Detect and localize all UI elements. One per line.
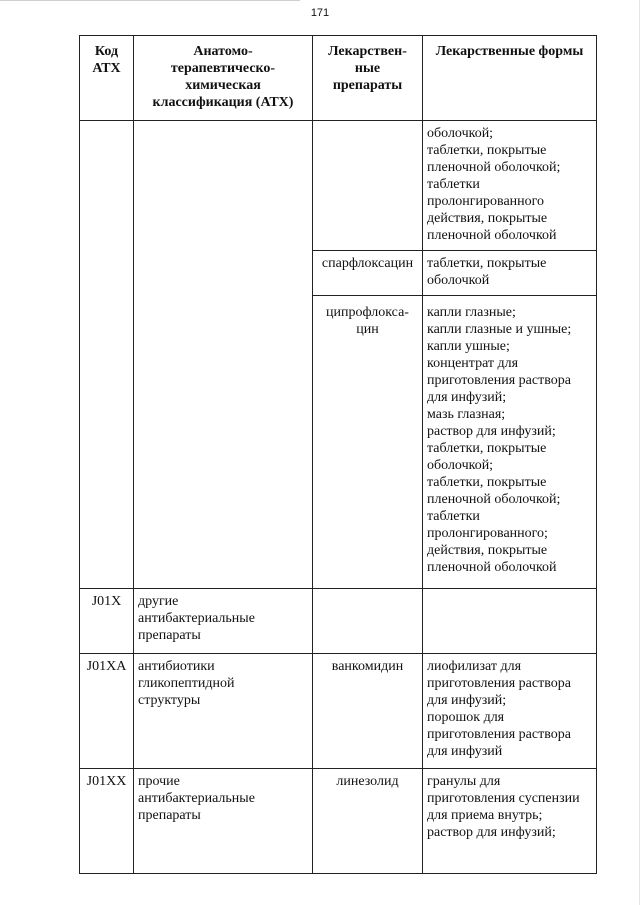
- cell-classification: антибиотики гликопептидной структуры: [134, 654, 313, 769]
- header-drugs: Лекарствен- ные препараты: [313, 36, 423, 121]
- table-row: [80, 769, 597, 874]
- cell-drug: [313, 121, 423, 251]
- header-code: Код АТХ: [80, 36, 134, 121]
- cell-forms: оболочкой; таблетки, покрытые пленочной оболочкой; таблетки пролонгированного действия, покрытые пленочной оболочкой: [423, 121, 597, 251]
- cell-drug: спарфлоксацин: [313, 251, 423, 296]
- table-row: [80, 121, 597, 251]
- header-forms: Лекарственные формы: [423, 36, 597, 121]
- cell-classification: [134, 121, 313, 589]
- page-number: 171: [310, 7, 330, 19]
- header-classification: Анатомо- терапевтическо- химическая классификация (АТХ): [134, 36, 313, 121]
- cell-code: [80, 121, 134, 589]
- cell-forms: капли глазные; капли глазные и ушные; капли ушные; концентрат для приготовления раствора для инфузий; мазь глазная; раствор для инфузий; таблетки, покрытые оболочкой; таблетки, покрытые пленочной оболочкой; таблетки пролонгированного; действия, покрытые пленочной оболочкой: [423, 296, 597, 589]
- table-row: [80, 589, 597, 654]
- top-rule: [0, 0, 300, 1]
- cell-code: J01X: [80, 589, 134, 654]
- cell-forms: таблетки, покрытые оболочкой: [423, 251, 597, 296]
- cell-forms: лиофилизат для приготовления раствора для инфузий; порошок для приготовления раствора для инфузий: [423, 654, 597, 769]
- cell-classification: прочие антибактериальные препараты: [134, 769, 313, 874]
- cell-forms: гранулы для приготовления суспензии для приема внутрь; раствор для инфузий;: [423, 769, 597, 874]
- cell-code: J01XA: [80, 654, 134, 769]
- header-row: [80, 36, 597, 121]
- cell-drug: [313, 589, 423, 654]
- table-row: [80, 654, 597, 769]
- cell-forms: [423, 589, 597, 654]
- cell-classification: другие антибактериальные препараты: [134, 589, 313, 654]
- cell-drug: ципрофлокса- цин: [313, 296, 423, 589]
- atc-table: [79, 35, 597, 874]
- cell-drug: ванкомидин: [313, 654, 423, 769]
- cell-drug: линезолид: [313, 769, 423, 874]
- cell-code: J01XX: [80, 769, 134, 874]
